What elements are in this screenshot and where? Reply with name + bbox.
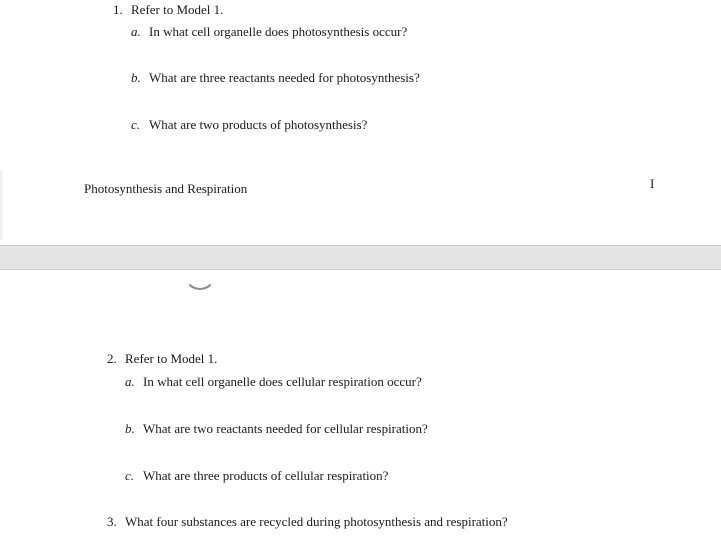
- question-1a-letter: a.: [131, 24, 141, 39]
- question-1a: [131, 24, 407, 40]
- question-1c: [131, 117, 367, 133]
- question-3-number: 3.: [107, 514, 117, 529]
- page-separator: [0, 246, 721, 268]
- question-1b-text: What are three reactants needed for photosynthesis?: [149, 70, 420, 85]
- question-2c-letter: c.: [125, 468, 135, 483]
- question-2b: [125, 421, 428, 437]
- page-footer-number: I: [650, 176, 655, 191]
- question-2a: [125, 374, 422, 390]
- question-1a-text: In what cell organelle does photosynthesis occur?: [149, 24, 408, 39]
- page-2: [0, 269, 721, 547]
- page-edge-shadow: [0, 170, 4, 240]
- question-2c-text: What are three products of cellular respiration?: [143, 468, 389, 483]
- question-1c-letter: c.: [131, 117, 141, 132]
- loading-spinner-icon: [184, 258, 216, 290]
- page-footer-title: Photosynthesis and Respiration: [84, 181, 248, 196]
- question-2a-text: In what cell organelle does cellular respiration occur?: [143, 374, 422, 389]
- question-3: [107, 514, 508, 530]
- question-2b-text: What are two reactants needed for cellular respiration?: [143, 421, 428, 436]
- question-1-text: Refer to Model 1.: [131, 2, 224, 17]
- question-1c-text: What are two products of photosynthesis?: [149, 117, 368, 132]
- question-1: [113, 2, 223, 18]
- question-2-number: 2.: [107, 351, 117, 366]
- question-1b-letter: b.: [131, 70, 141, 85]
- question-2a-letter: a.: [125, 374, 135, 389]
- question-2b-letter: b.: [125, 421, 135, 436]
- question-3-text: What four substances are recycled during photosynthesis and respiration?: [125, 514, 508, 529]
- question-1-number: 1.: [113, 2, 123, 17]
- question-2: [107, 351, 217, 367]
- question-1b: [131, 70, 420, 86]
- question-2-text: Refer to Model 1.: [125, 351, 218, 366]
- page-1: [0, 0, 721, 246]
- question-2c: [125, 468, 388, 484]
